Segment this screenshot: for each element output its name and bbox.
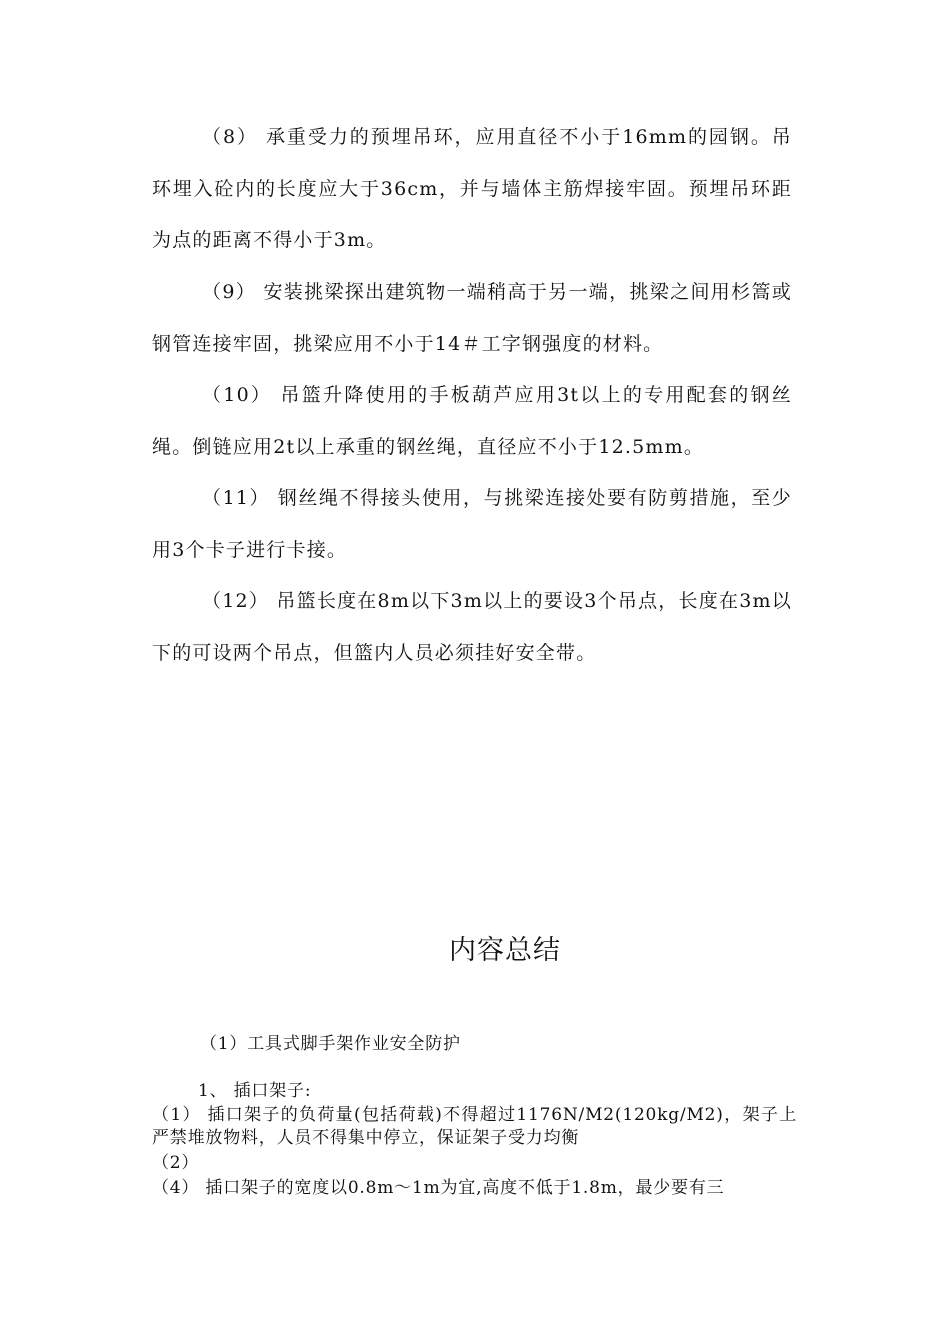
summary-item-2: （2） [152,1153,200,1173]
summary-subheading: 1、 插口架子: [198,1081,312,1101]
paragraph-12: （12） 吊篮长度在8m以下3m以上的要设3个吊点，长度在3m以下的可设两个吊点，但篮内人员必须挂好安全带。 [152,590,792,664]
summary-item-4: （4） 插口架子的宽度以0.8m～1m为宜,高度不低于1.8m，最少要有三 [152,1178,725,1198]
summary-title: 内容总结 [449,935,561,966]
summary-item-1: （1） 插口架子的负荷量(包括荷载)不得超过1176N/M2(120kg/M2)，架子上严禁堆放物料，人员不得集中停立，保证架子受力均衡 [152,1105,797,1148]
summary-heading: （1）工具式脚手架作业安全防护 [200,1034,461,1054]
paragraph-11: （11） 钢丝绳不得接头使用，与挑梁连接处要有防剪措施，至少用3个卡子进行卡接。 [152,487,792,561]
paragraph-8: （8） 承重受力的预埋吊环，应用直径不小于16mm的园钢。吊环埋入砼内的长度应大于36cm，并与墙体主筋焊接牢固。预埋吊环距为点的距离不得小于3m。 [152,126,792,251]
paragraph-9: （9） 安装挑梁探出建筑物一端稍高于另一端，挑梁之间用杉篙或钢管连接牢固，挑梁应用不小于14＃工字钢强度的材料。 [152,281,792,355]
paragraph-10: （10） 吊篮升降使用的手板葫芦应用3t以上的专用配套的钢丝绳。倒链应用2t以上承重的钢丝绳，直径应不小于12.5mm。 [152,384,792,458]
